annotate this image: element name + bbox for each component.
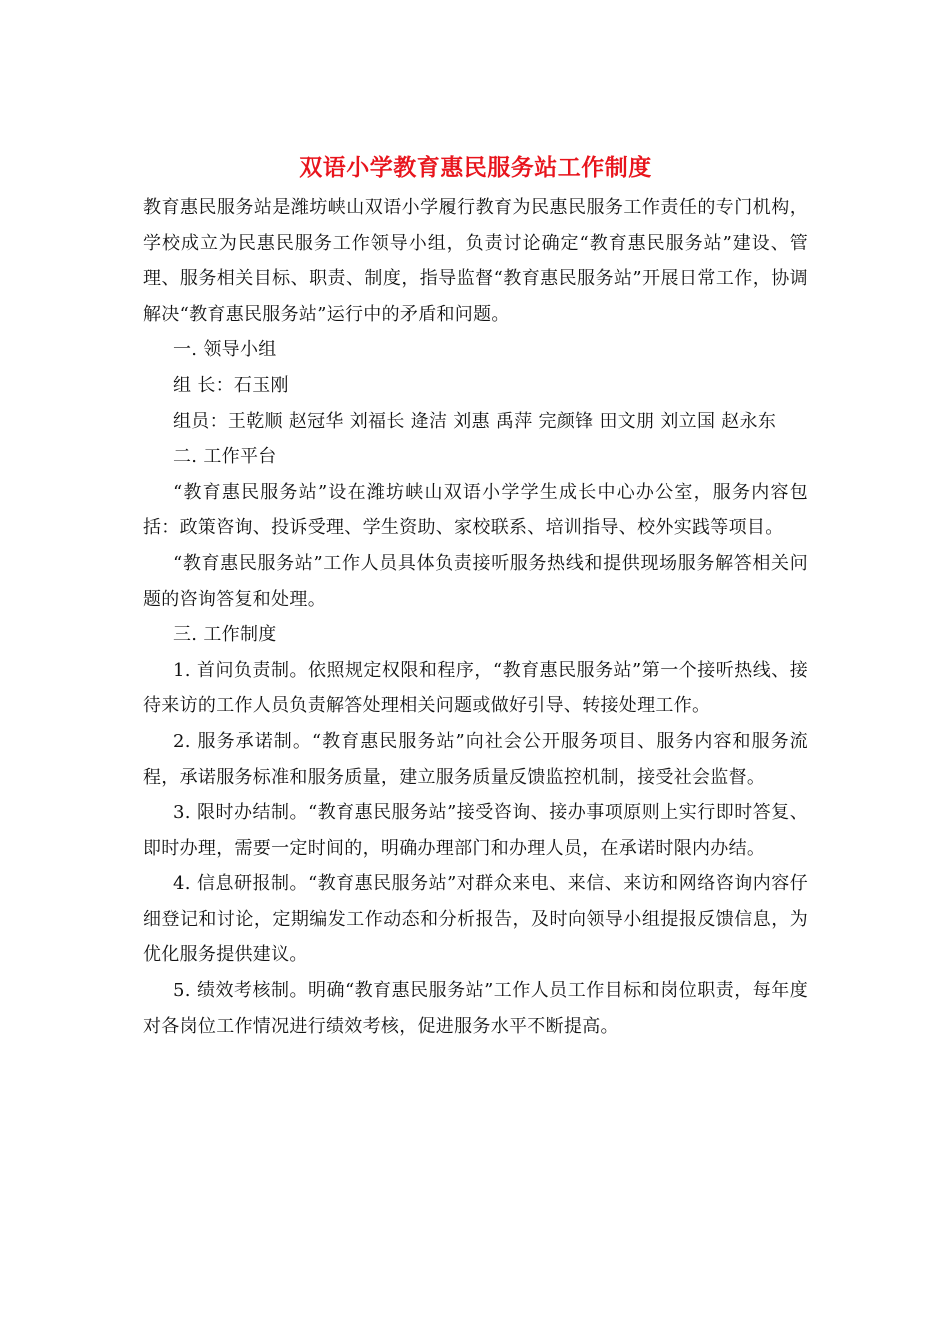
group-members-line: 组员：王乾顺 赵冠华 刘福长 逄洁 刘惠 禹萍 完颜锋 田文朋 刘立国 赵永东 bbox=[173, 410, 777, 432]
document-title: 双语小学教育惠民服务站工作制度 bbox=[299, 154, 652, 181]
platform-staff-paragraph: “教育惠民服务站”工作人员具体负责接听服务热线和提供现场服务解答相关问题的咨询答复和处理。 bbox=[143, 552, 808, 610]
document-page bbox=[143, 148, 808, 1044]
rule-item-2: 2. 服务承诺制。“教育惠民服务站”向社会公开服务项目、服务内容和服务流程，承诺服务标准和服务质量，建立服务质量反馈监控机制，接受社会监督。 bbox=[143, 730, 808, 788]
section-heading-leadership: 一. 领导小组 bbox=[173, 339, 277, 361]
rule-item-4: 4. 信息研报制。“教育惠民服务站”对群众来电、来信、来访和网络咨询内容仔细登记和讨论，定期编发工作动态和分析报告，及时向领导小组提报反馈信息，为优化服务提供建议。 bbox=[143, 873, 808, 966]
platform-location-paragraph: “教育惠民服务站”设在潍坊峡山双语小学学生成长中心办公室，服务内容包括：政策咨询、投诉受理、学生资助、家校联系、培训指导、校外实践等项目。 bbox=[143, 481, 808, 539]
intro-paragraph: 教育惠民服务站是潍坊峡山双语小学履行教育为民惠民服务工作责任的专门机构，学校成立为民惠民服务工作领导小组，负责讨论确定“教育惠民服务站”建设、管理、服务相关目标、职责、制度，指导监督“教育惠民服务站”开展日常工作，协调解决“教育惠民服务站”运行中的矛盾和问题。 bbox=[143, 197, 808, 325]
section-heading-platform: 二. 工作平台 bbox=[173, 446, 277, 468]
rule-item-1: 1. 首问负责制。依照规定权限和程序，“教育惠民服务站”第一个接听热线、接待来访的工作人员负责解答处理相关问题或做好引导、转接处理工作。 bbox=[143, 659, 808, 717]
group-leader-line: 组 长：石玉刚 bbox=[173, 374, 289, 396]
rule-item-3: 3. 限时办结制。“教育惠民服务站”接受咨询、接办事项原则上实行即时答复、即时办理，需要一定时间的，明确办理部门和办理人员，在承诺时限内办结。 bbox=[143, 802, 808, 859]
rule-item-5: 5. 绩效考核制。明确“教育惠民服务站”工作人员工作目标和岗位职责，每年度对各岗位工作情况进行绩效考核，促进服务水平不断提高。 bbox=[143, 980, 808, 1037]
section-heading-system: 三. 工作制度 bbox=[173, 624, 277, 646]
